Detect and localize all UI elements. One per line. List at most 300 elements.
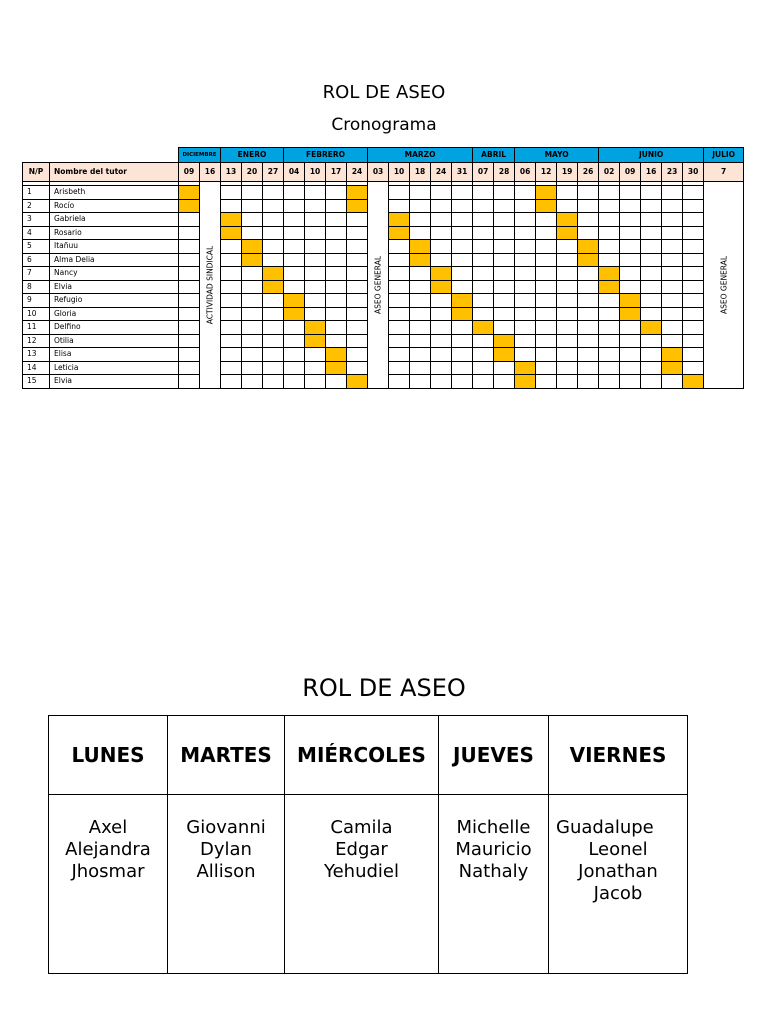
schedule-cell [431,199,452,213]
tutor-number: 14 [23,361,50,375]
tutor-name: Rosario [50,226,179,240]
schedule-cell [515,199,536,213]
tutor-number: 12 [23,334,50,348]
date-header: 12 [536,163,557,182]
schedule-cell [284,334,305,348]
schedule-cell [242,334,263,348]
schedule-cell [641,348,662,362]
student-name: Axel [88,817,128,838]
schedule-cell [641,294,662,308]
schedule-cell [284,375,305,389]
schedule-cell [683,267,704,281]
schedule-cell [473,280,494,294]
schedule-cell [494,294,515,308]
schedule-cell [410,186,431,200]
schedule-cell [536,253,557,267]
schedule-cell [263,199,284,213]
month-row [23,148,744,163]
schedule-cell [515,321,536,335]
schedule-cell [263,348,284,362]
schedule-cell [326,186,347,200]
schedule-cell [578,213,599,227]
schedule-cell [452,375,473,389]
schedule-cell [305,226,326,240]
schedule-cell [683,186,704,200]
date-header: 13 [221,163,242,182]
date-header: 17 [326,163,347,182]
schedule-cell [305,267,326,281]
assigned-cell [578,240,599,254]
schedule-cell [242,361,263,375]
schedule-cell [557,334,578,348]
schedule-cell [242,321,263,335]
tutor-number: 15 [23,375,50,389]
schedule-cell [263,213,284,227]
assigned-cell [347,186,368,200]
assigned-cell [242,253,263,267]
tutor-name: Elisa [50,348,179,362]
schedule-cell [473,253,494,267]
schedule-cell [515,226,536,240]
schedule-cell [326,280,347,294]
date-header: 24 [431,163,452,182]
assigned-cell [557,226,578,240]
schedule-cell [179,361,200,375]
student-name: Jacob [593,883,643,904]
schedule-cell [494,226,515,240]
schedule-cell [536,267,557,281]
date-header: 24 [347,163,368,182]
assigned-cell [620,307,641,321]
date-header: 09 [620,163,641,182]
schedule-cell [641,334,662,348]
assigned-cell [284,294,305,308]
schedule-cell [515,267,536,281]
schedule-cell [305,199,326,213]
schedule-cell [578,267,599,281]
schedule-cell [242,280,263,294]
schedule-cell [641,226,662,240]
schedule-cell [599,348,620,362]
date-header: 20 [242,163,263,182]
schedule-cell [347,361,368,375]
weekday-header-row [49,716,688,795]
schedule-cell [326,199,347,213]
schedule-cell [284,348,305,362]
tutor-name: Itañuu [50,240,179,254]
schedule-cell [599,321,620,335]
schedule-cell [431,213,452,227]
schedule-cell [242,267,263,281]
schedule-cell [347,280,368,294]
schedule-cell [515,280,536,294]
schedule-cell [410,199,431,213]
assigned-cell [221,226,242,240]
schedule-cell [284,361,305,375]
schedule-cell [431,361,452,375]
assigned-cell [473,321,494,335]
np-header: N/P [23,163,50,182]
schedule-cell [242,199,263,213]
schedule-cell [557,280,578,294]
date-header: 19 [557,163,578,182]
assigned-cell [683,375,704,389]
month-header: JUNIO [599,148,704,163]
schedule-cell [389,253,410,267]
assigned-cell [221,213,242,227]
schedule-cell [179,213,200,227]
assigned-cell [326,348,347,362]
schedule-cell [536,334,557,348]
schedule-cell [662,294,683,308]
schedule-cell [305,307,326,321]
schedule-cell [494,240,515,254]
schedule-cell [347,240,368,254]
schedule-cell [473,240,494,254]
student-name: Leonel [588,839,648,860]
schedule-cell [179,240,200,254]
schedule-cell [620,186,641,200]
assigned-cell [599,280,620,294]
schedule-cell [347,226,368,240]
schedule-cell [578,307,599,321]
schedule-cell [305,253,326,267]
schedule-cell [620,199,641,213]
schedule-cell [641,213,662,227]
schedule-cell [494,253,515,267]
schedule-cell [389,321,410,335]
tutor-number: 7 [23,267,50,281]
schedule-cell [284,199,305,213]
month-header: FEBRERO [284,148,368,163]
schedule-cell [683,348,704,362]
schedule-cell [284,321,305,335]
schedule-cell [221,186,242,200]
names-cell [168,795,285,974]
schedule-cell [431,321,452,335]
student-name: Camila [330,817,393,838]
assigned-cell [242,240,263,254]
schedule-cell [326,253,347,267]
schedule-cell [683,213,704,227]
schedule-cell [641,307,662,321]
student-name: Yehudiel [324,861,399,882]
schedule-cell [221,307,242,321]
schedule-cell [620,240,641,254]
tutor-name: Otilia [50,334,179,348]
schedule-cell [536,226,557,240]
schedule-cell [662,253,683,267]
schedule-cell [515,307,536,321]
tutor-number: 5 [23,240,50,254]
schedule-cell [578,186,599,200]
schedule-cell [578,199,599,213]
schedule-cell [599,240,620,254]
tutor-number: 9 [23,294,50,308]
schedule-cell [620,321,641,335]
schedule-cell [347,253,368,267]
month-header: ENERO [221,148,284,163]
tutor-name: Gabriela [50,213,179,227]
schedule-cell [221,334,242,348]
schedule-cell [263,321,284,335]
tutor-name: Nancy [50,267,179,281]
schedule-cell [242,375,263,389]
month-row-spacer [23,148,179,163]
tutor-name: Elvia [50,375,179,389]
schedule-cell [557,321,578,335]
assigned-cell [557,213,578,227]
schedule-cell [410,375,431,389]
schedule-cell [305,186,326,200]
schedule-cell [515,186,536,200]
schedule-cell [662,375,683,389]
schedule-cell [389,240,410,254]
schedule-cell [494,267,515,281]
student-name: Michelle [456,817,531,838]
schedule-cell [431,240,452,254]
tutor-name-header: Nombre del tutor [50,163,179,182]
schedule-cell [305,375,326,389]
student-name: Guadalupe [556,817,654,838]
tutor-number: 13 [23,348,50,362]
tutor-name: Gloria [50,307,179,321]
schedule-cell [578,361,599,375]
schedule-cell [536,307,557,321]
schedule-cell [263,226,284,240]
schedule-cell [662,213,683,227]
month-header: MARZO [368,148,473,163]
tutor-number: 6 [23,253,50,267]
schedule-cell [389,361,410,375]
schedule-cell [599,294,620,308]
assigned-cell [305,334,326,348]
schedule-cell [473,375,494,389]
tutor-number: 1 [23,186,50,200]
schedule-subtitle: Cronograma [331,115,437,135]
schedule-cell [179,267,200,281]
schedule-cell [452,226,473,240]
schedule-cell [473,361,494,375]
schedule-cell [263,361,284,375]
assigned-cell [431,267,452,281]
assigned-cell [452,294,473,308]
schedule-cell [473,348,494,362]
month-header: ABRIL [473,148,515,163]
schedule-cell [620,348,641,362]
schedule-cell [536,321,557,335]
student-name: Nathaly [458,861,529,882]
schedule-cell [326,375,347,389]
schedule-cell [221,267,242,281]
student-name: Jonathan [578,861,658,882]
schedule-cell [263,240,284,254]
schedule-cell [662,199,683,213]
page-title: ROL DE ASEO [322,82,446,103]
schedule-cell [284,267,305,281]
schedule-cell [242,226,263,240]
schedule-cell [452,213,473,227]
schedule-cell [599,307,620,321]
schedule-cell [452,240,473,254]
special-activity-column [200,182,221,389]
schedule-cell [494,280,515,294]
schedule-cell [536,375,557,389]
schedule-cell [662,307,683,321]
schedule-cell [242,294,263,308]
schedule-cell [515,294,536,308]
schedule-cell [389,348,410,362]
schedule-cell [641,361,662,375]
weekday-header: MIÉRCOLES [285,716,439,795]
schedule-cell [641,253,662,267]
schedule-cell [641,186,662,200]
schedule-cell [263,375,284,389]
month-header: MAYO [515,148,599,163]
assigned-cell [662,361,683,375]
tutor-number: 11 [23,321,50,335]
tutor-name: Rocío [50,199,179,213]
schedule-cell [599,213,620,227]
schedule-cell [389,375,410,389]
assigned-cell [578,253,599,267]
names-cell [49,795,168,974]
schedule-cell [473,334,494,348]
date-header: 07 [473,163,494,182]
schedule-cell [431,226,452,240]
schedule-cell [557,240,578,254]
assigned-cell [536,186,557,200]
schedule-cell [389,334,410,348]
schedule-cell [242,348,263,362]
special-activity-label: ASEO GENERAL [719,255,729,314]
assigned-cell [662,348,683,362]
schedule-cell [620,334,641,348]
schedule-cell [347,294,368,308]
schedule-cell [179,348,200,362]
date-header: 30 [683,163,704,182]
date-header: 10 [389,163,410,182]
schedule-cell [620,361,641,375]
schedule-cell [578,321,599,335]
tutor-number: 10 [23,307,50,321]
student-name: Allison [196,861,256,882]
schedule-cell [221,321,242,335]
schedule-cell [221,375,242,389]
schedule-table [22,147,744,389]
schedule-cell [221,240,242,254]
schedule-cell [452,334,473,348]
schedule-cell [473,186,494,200]
schedule-cell [536,240,557,254]
schedule-cell [389,199,410,213]
schedule-cell [578,375,599,389]
date-header: 18 [410,163,431,182]
student-name: Giovanni [186,817,266,838]
student-name: Mauricio [455,839,532,860]
schedule-cell [557,348,578,362]
assigned-cell [515,375,536,389]
schedule-cell [683,253,704,267]
schedule-cell [473,307,494,321]
schedule-cell [242,186,263,200]
schedule-cell [599,375,620,389]
weekday-header: JUEVES [439,716,549,795]
schedule-cell [599,186,620,200]
schedule-cell [494,375,515,389]
assigned-cell [263,280,284,294]
schedule-cell [515,334,536,348]
schedule-cell [452,321,473,335]
schedule-cell [410,267,431,281]
assigned-cell [326,361,347,375]
schedule-cell [536,348,557,362]
schedule-cell [410,321,431,335]
date-header: 04 [284,163,305,182]
schedule-cell [641,280,662,294]
schedule-cell [683,361,704,375]
schedule-cell [221,348,242,362]
schedule-cell [305,213,326,227]
schedule-cell [683,199,704,213]
schedule-cell [557,307,578,321]
special-activity-label: ACTIVIDAD SINDICAL [205,245,215,324]
schedule-cell [683,334,704,348]
schedule-cell [347,307,368,321]
schedule-cell [641,267,662,281]
weekday-header: VIERNES [549,716,688,795]
assigned-cell [263,267,284,281]
schedule-cell [410,307,431,321]
schedule-cell [599,361,620,375]
schedule-cell [620,253,641,267]
schedule-cell [389,186,410,200]
schedule-cell [494,307,515,321]
schedule-cell [242,213,263,227]
schedule-cell [494,186,515,200]
schedule-cell [389,280,410,294]
schedule-cell [536,294,557,308]
schedule-cell [641,199,662,213]
schedule-cell [263,307,284,321]
schedule-cell [284,280,305,294]
schedule-cell [515,240,536,254]
assigned-cell [179,186,200,200]
schedule-cell [431,334,452,348]
assigned-cell [179,199,200,213]
schedule-cell [662,226,683,240]
schedule-cell [536,213,557,227]
assigned-cell [494,334,515,348]
schedule-cell [347,348,368,362]
weekday-names-row [49,795,688,974]
schedule-cell [557,267,578,281]
schedule-cell [578,348,599,362]
date-header: 03 [368,163,389,182]
schedule-cell [662,186,683,200]
schedule-cell [284,253,305,267]
schedule-cell [473,294,494,308]
names-cell [439,795,549,974]
schedule-cell [326,240,347,254]
tutor-name: Delfino [50,321,179,335]
special-activity-label: ASEO GENERAL [373,255,383,314]
weekday-header: MARTES [168,716,285,795]
weekly-roster-table [48,715,688,974]
date-header-row [23,163,744,182]
schedule-cell [179,294,200,308]
schedule-cell [326,226,347,240]
